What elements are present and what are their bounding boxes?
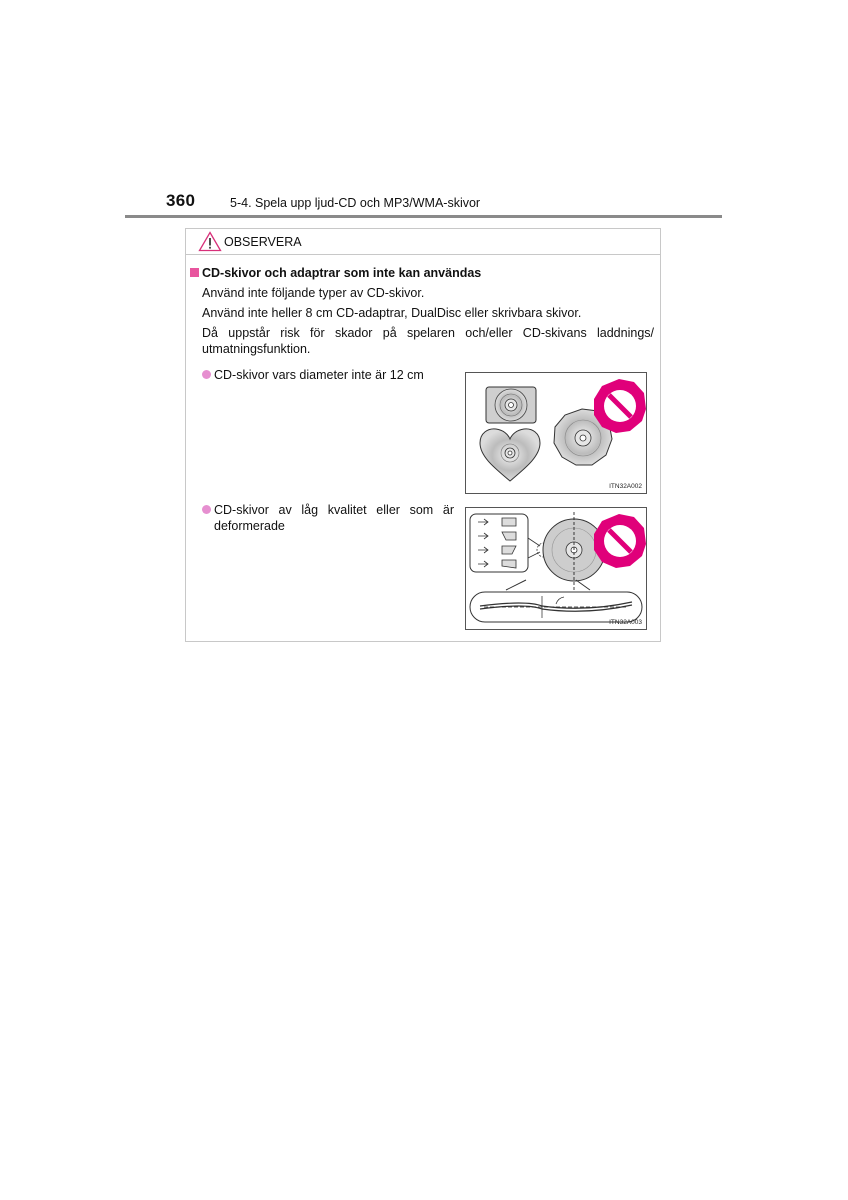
figure-wrong-size-discs [465,372,647,494]
header-rule [125,215,722,218]
paragraph-2: Använd inte heller 8 cm CD-adaptrar, DualDisc eller skrivbara skivor. [202,306,582,320]
section-title: 5-4. Spela upp ljud-CD och MP3/WMA-skivor [230,196,481,210]
warning-triangle-icon [198,231,222,252]
paragraph-3: Då uppstår risk för skador på spelaren och/eller CD-skivans laddnings/ utmatningsfunktion. [202,326,654,356]
notice-header [186,229,660,255]
round-bullet-icon [202,370,211,379]
heart-disc-icon [480,429,540,481]
figure-code: ITN32A003 [609,619,642,626]
round-bullet-icon [202,505,211,514]
list-item [202,502,454,534]
list-item [202,367,454,383]
page-number: 360 [166,191,196,210]
notice-box [185,228,661,642]
notice-label: OBSERVERA [224,235,302,249]
notice-heading [190,266,481,280]
square-bullet-icon [190,268,199,277]
prohibition-sign-icon [594,379,646,433]
notice-heading-text: CD-skivor och adaptrar som inte kan användas [202,266,482,280]
list-item-text: CD-skivor av låg kvalitet eller som är deformerade [214,503,454,533]
figure-deformed-discs [465,507,647,630]
list-item-text: CD-skivor vars diameter inte är 12 cm [214,368,424,382]
warped-disc-icon [470,580,642,622]
prohibition-sign-icon [594,514,646,568]
card-disc-icon [486,387,536,423]
disc-edge-detail-icon [470,514,551,572]
figure-code: ITN32A002 [609,483,642,490]
paragraph-1: Använd inte följande typer av CD-skivor. [202,286,425,300]
